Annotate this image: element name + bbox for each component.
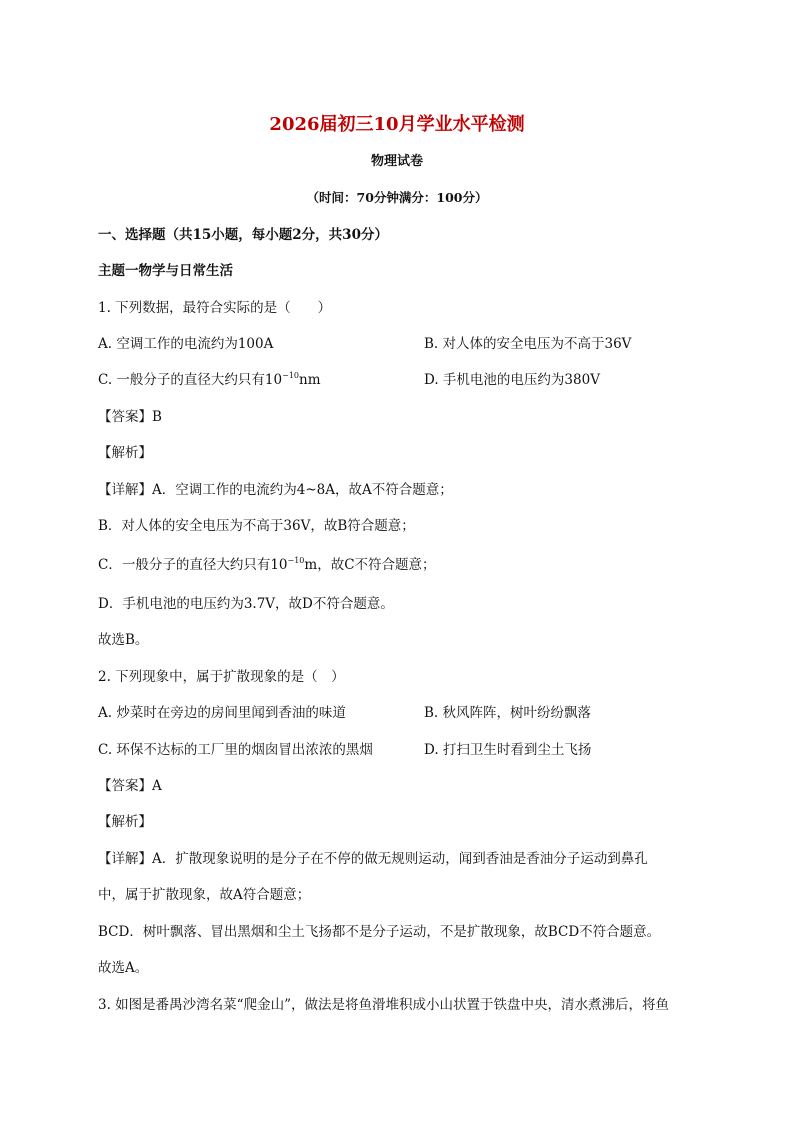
q1-option-c-exponent: −10: [282, 371, 299, 380]
q1-detail-c-exponent: −10: [287, 556, 305, 565]
q2-conclusion: 故选A。: [98, 960, 149, 976]
q1-detail-c: [98, 555, 436, 575]
q2-stem: 2. 下列现象中，属于扩散现象的是（ ）: [98, 669, 345, 685]
q2-detail-a: 【详解】A．扩散现象说明的是分子在不停的做无规则运动，闻到香油是香油分子运动到鼻孔: [98, 851, 648, 867]
q1-option-b: B. 对人体的安全电压为不高于36V: [424, 336, 632, 352]
q1-analysis-label: 【解析】: [98, 445, 152, 461]
topic-heading: 主题一物学与日常生活: [98, 263, 233, 279]
q1-detail-c-rest: m，故C不符合题意；: [304, 557, 436, 573]
q2-option-d: D. 打扫卫生时看到尘土飞扬: [424, 742, 592, 758]
page-title: 2026届初三10月学业水平检测: [269, 114, 525, 135]
q1-stem: 1. 下列数据，最符合实际的是（ ）: [98, 300, 332, 316]
section-heading: 一、选择题（共15小题，每小题2分，共30分）: [98, 227, 388, 243]
q1-detail-d: D．手机电池的电压约为3.7V，故D不符合题意。: [98, 596, 394, 612]
q1-option-c-text: C. 一般分子的直径大约只有10: [98, 372, 283, 388]
q2-option-a: A. 炒菜时在旁边的房间里闻到香油的味道: [98, 705, 346, 721]
q1-answer: 【答案】B: [98, 409, 162, 425]
q1-detail-c-text: C．一般分子的直径大约只有10: [98, 557, 288, 573]
q1-detail-b: B．对人体的安全电压为不高于36V，故B符合题意；: [98, 518, 415, 534]
q2-detail-bcd: BCD．树叶飘落、冒出黑烟和尘土飞扬都不是分子运动，不是扩散现象，故BCD不符合题意。: [98, 924, 661, 940]
exam-meta: （时间：70分钟满分：100分）: [306, 190, 488, 205]
q2-answer: 【答案】A: [98, 778, 162, 794]
q1-option-c: [98, 370, 321, 390]
q1-conclusion: 故选B。: [98, 632, 149, 648]
q1-option-c-unit: nm: [299, 372, 321, 388]
page-subtitle: 物理试卷: [370, 154, 423, 169]
q1-option-d: D. 手机电池的电压约为380V: [424, 372, 600, 388]
q2-analysis-label: 【解析】: [98, 814, 152, 830]
q3-stem: 3. 如图是番禺沙湾名菜“爬金山”，做法是将鱼滑堆积成小山状置于铁盘中央，清水煮沸后，将鱼: [98, 997, 669, 1013]
q1-option-a: A. 空调工作的电流约为100A: [98, 336, 274, 352]
q2-detail-a-cont: 中，属于扩散现象，故A符合题意；: [98, 887, 311, 903]
q2-option-c: C. 环保不达标的工厂里的烟囱冒出浓浓的黑烟: [98, 742, 373, 758]
q1-detail-a: 【详解】A．空调工作的电流约为4~8A，故A不符合题意；: [98, 482, 453, 498]
q2-option-b: B. 秋风阵阵，树叶纷纷飘落: [424, 705, 592, 721]
